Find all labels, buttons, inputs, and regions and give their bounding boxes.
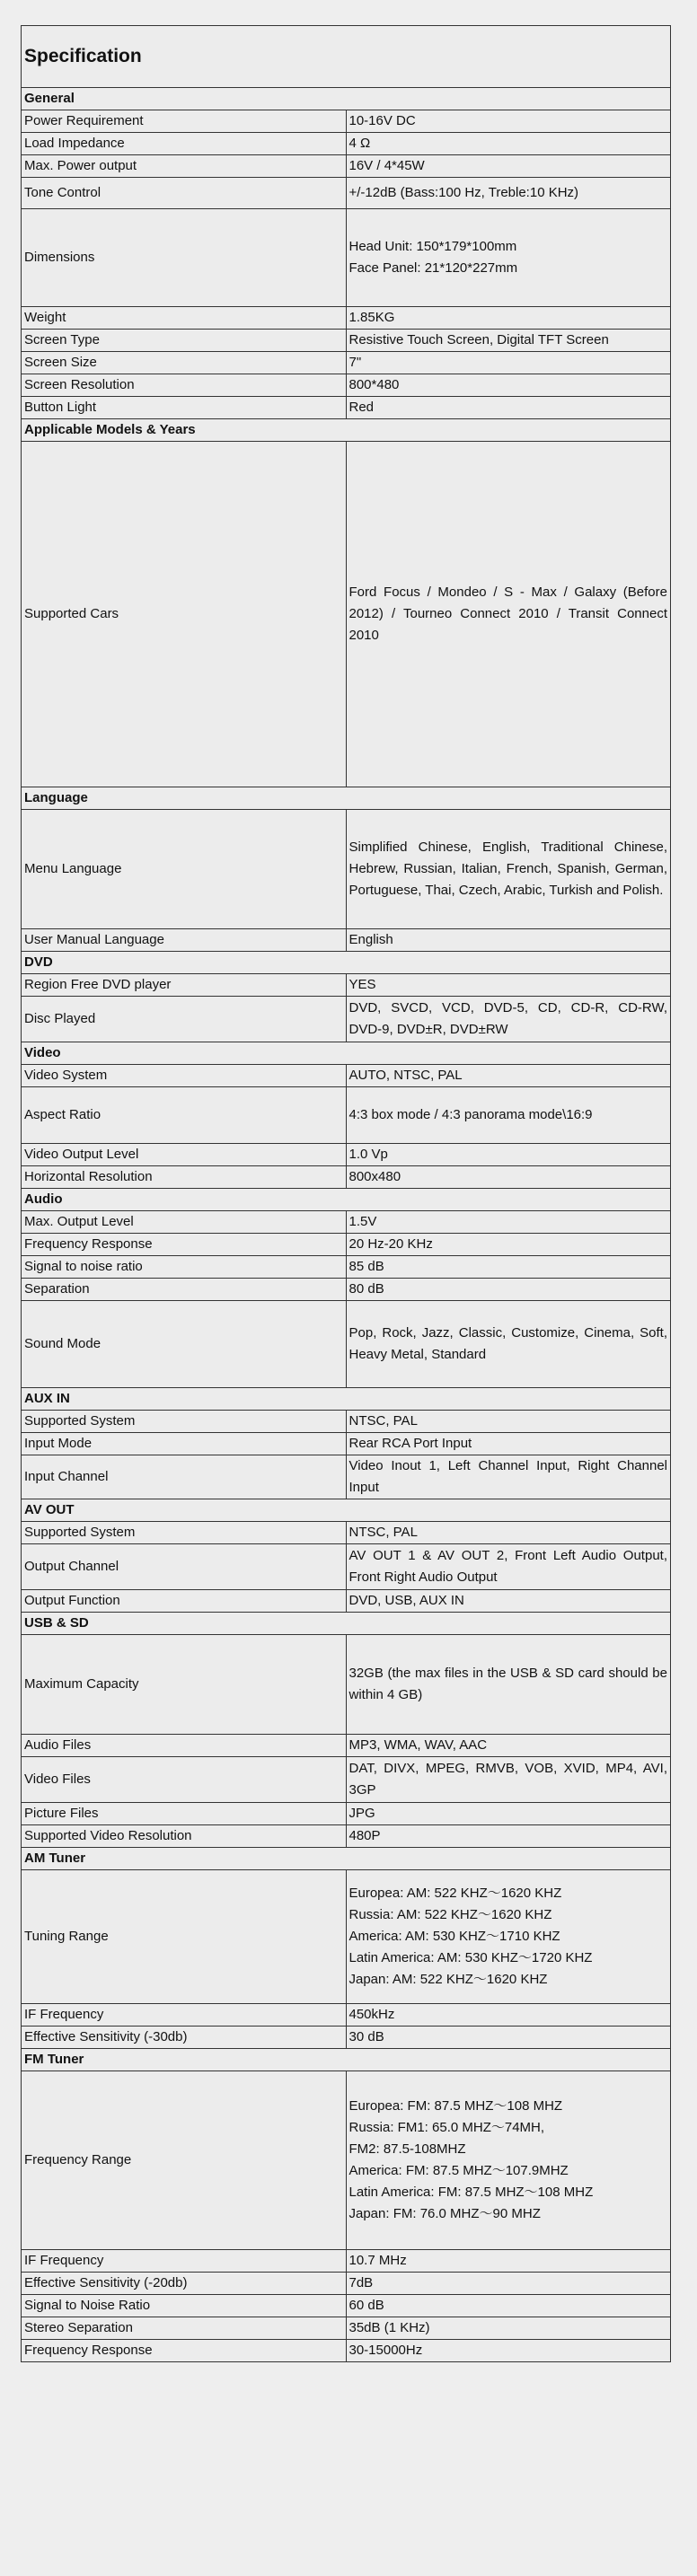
- section-row-dvd: [22, 952, 671, 974]
- spec-label: Max. Power output: [22, 155, 347, 178]
- spec-label: User Manual Language: [22, 929, 347, 952]
- spec-row: [22, 1635, 671, 1735]
- spec-label: Input Channel: [22, 1455, 347, 1499]
- spec-value: [346, 2250, 671, 2273]
- spec-value-line: Europea: FM: 87.5 MHZ〜108 MHZ: [348, 2098, 563, 2114]
- spec-value-line: AV OUT 1 & AV OUT 2, Front Left Audio Output, Front Right Audio Output: [348, 1548, 667, 1585]
- spec-value-line: 60 dB: [348, 2298, 384, 2313]
- section-header: Language: [22, 787, 671, 810]
- spec-value-line: English: [348, 932, 393, 947]
- spec-value-line: Latin America: AM: 530 KHZ〜1720 KHZ: [348, 1950, 593, 1965]
- spec-row: [22, 442, 671, 787]
- spec-label: Frequency Range: [22, 2071, 347, 2250]
- spec-value: [346, 1522, 671, 1544]
- spec-label: Output Channel: [22, 1544, 347, 1590]
- spec-label: Tuning Range: [22, 1870, 347, 2004]
- spec-row: [22, 209, 671, 307]
- spec-value-line: Resistive Touch Screen, Digital TFT Screen: [348, 332, 609, 347]
- spec-row: [22, 1087, 671, 1144]
- spec-label: Screen Type: [22, 330, 347, 352]
- spec-value-line: Latin America: FM: 87.5 MHZ〜108 MHZ: [348, 2185, 594, 2200]
- spec-label: Maximum Capacity: [22, 1635, 347, 1735]
- spec-label: Supported System: [22, 1522, 347, 1544]
- spec-value-line: Rear RCA Port Input: [348, 1436, 472, 1451]
- spec-value-line: Japan: AM: 522 KHZ〜1620 KHZ: [348, 1972, 548, 1987]
- section-header: FM Tuner: [22, 2049, 671, 2071]
- section-header: Video: [22, 1042, 671, 1065]
- spec-value-line: 20 Hz-20 KHz: [348, 1236, 433, 1252]
- spec-row: [22, 929, 671, 952]
- spec-value: [346, 2071, 671, 2250]
- spec-value-line: AUTO, NTSC, PAL: [348, 1068, 463, 1083]
- spec-row: [22, 1825, 671, 1848]
- section-header: AUX IN: [22, 1388, 671, 1411]
- section-header: General: [22, 88, 671, 110]
- spec-value-line: 1.0 Vp: [348, 1147, 388, 1162]
- spec-value-line: NTSC, PAL: [348, 1413, 418, 1429]
- spec-value-line: 10.7 MHz: [348, 2253, 407, 2268]
- spec-label: Effective Sensitivity (-20db): [22, 2273, 347, 2295]
- spec-label: Sound Mode: [22, 1301, 347, 1388]
- spec-label: Load Impedance: [22, 133, 347, 155]
- spec-row: [22, 110, 671, 133]
- spec-row: [22, 1735, 671, 1757]
- spec-value-line: Russia: AM: 522 KHZ〜1620 KHZ: [348, 1907, 552, 1922]
- spec-row: [22, 1590, 671, 1613]
- spec-row: [22, 2340, 671, 2362]
- spec-value: [346, 2273, 671, 2295]
- spec-label: Video Output Level: [22, 1144, 347, 1166]
- spec-label: Effective Sensitivity (-30db): [22, 2027, 347, 2049]
- spec-label: Frequency Response: [22, 1234, 347, 1256]
- spec-value: [346, 374, 671, 397]
- section-row-am-tuner: [22, 1848, 671, 1870]
- spec-row: [22, 397, 671, 419]
- spec-value: [346, 1433, 671, 1455]
- spec-label: Dimensions: [22, 209, 347, 307]
- spec-row: [22, 2317, 671, 2340]
- spec-value-line: 4:3 box mode / 4:3 panorama mode\16:9: [348, 1107, 593, 1122]
- spec-label: Button Light: [22, 397, 347, 419]
- spec-row: [22, 2004, 671, 2027]
- spec-value-line: 7dB: [348, 2275, 374, 2290]
- spec-value-line: 10-16V DC: [348, 113, 416, 128]
- spec-value: [346, 2027, 671, 2049]
- spec-value-line: 4 Ω: [348, 136, 371, 151]
- spec-row: [22, 1279, 671, 1301]
- spec-value-line: +/-12dB (Bass:100 Hz, Treble:10 KHz): [348, 185, 579, 200]
- spec-value: [346, 1411, 671, 1433]
- spec-label: Power Requirement: [22, 110, 347, 133]
- spec-value: [346, 1211, 671, 1234]
- spec-value-line: DVD, SVCD, VCD, DVD-5, CD, CD-R, CD-RW, DVD-9, DVD±R, DVD±RW: [348, 1000, 667, 1037]
- spec-row: [22, 997, 671, 1042]
- spec-value-line: MP3, WMA, WAV, AAC: [348, 1737, 488, 1753]
- spec-value-line: Europea: AM: 522 KHZ〜1620 KHZ: [348, 1886, 562, 1901]
- section-row-fm-tuner: [22, 2049, 671, 2071]
- spec-row: [22, 1433, 671, 1455]
- spec-value-line: 80 dB: [348, 1281, 384, 1297]
- spec-value-line: DAT, DIVX, MPEG, RMVB, VOB, XVID, MP4, AVI, 3GP: [348, 1761, 667, 1798]
- spec-value-line: 480P: [348, 1828, 381, 1843]
- spec-row: [22, 1757, 671, 1803]
- spec-label: Tone Control: [22, 178, 347, 209]
- spec-value: [346, 1544, 671, 1590]
- section-header: Audio: [22, 1189, 671, 1211]
- spec-label: Supported Cars: [22, 442, 347, 787]
- spec-row: [22, 352, 671, 374]
- spec-value-line: 16V / 4*45W: [348, 158, 425, 173]
- spec-label: IF Frequency: [22, 2250, 347, 2273]
- spec-row: [22, 810, 671, 929]
- spec-value-line: 1.85KG: [348, 310, 395, 325]
- spec-value: [346, 2317, 671, 2340]
- spec-label: IF Frequency: [22, 2004, 347, 2027]
- section-header: AM Tuner: [22, 1848, 671, 1870]
- spec-label: Aspect Ratio: [22, 1087, 347, 1144]
- spec-value: [346, 810, 671, 929]
- spec-row: [22, 1870, 671, 2004]
- spec-value: [346, 110, 671, 133]
- spec-value-line: FM2: 87.5-108MHZ: [348, 2141, 466, 2157]
- spec-value-line: 800*480: [348, 377, 400, 392]
- spec-value-line: Head Unit: 150*179*100mm: [348, 239, 517, 254]
- spec-value-line: Ford Focus / Mondeo / S - Max / Galaxy (Before 2012) / Tourneo Connect 2010 / Transit Connect 2010: [348, 585, 667, 643]
- spec-row: [22, 1166, 671, 1189]
- spec-value: [346, 209, 671, 307]
- spec-value-line: Russia: FM1: 65.0 MHZ〜74MH,: [348, 2120, 545, 2135]
- spec-value: [346, 442, 671, 787]
- section-row-general: [22, 88, 671, 110]
- spec-row: [22, 1803, 671, 1825]
- spec-row: [22, 330, 671, 352]
- spec-value: [346, 1825, 671, 1848]
- spec-row: [22, 2071, 671, 2250]
- spec-row: [22, 2295, 671, 2317]
- spec-row: [22, 307, 671, 330]
- spec-row: [22, 974, 671, 997]
- spec-value: [346, 2004, 671, 2027]
- spec-row: [22, 2250, 671, 2273]
- section-row-audio: [22, 1189, 671, 1211]
- spec-value: [346, 1279, 671, 1301]
- spec-row: [22, 1411, 671, 1433]
- section-header: USB & SD: [22, 1613, 671, 1635]
- spec-value: [346, 1455, 671, 1499]
- spec-value: [346, 997, 671, 1042]
- spec-label: Screen Size: [22, 352, 347, 374]
- spec-value-line: Video Inout 1, Left Channel Input, Right Channel Input: [348, 1458, 667, 1495]
- spec-row: [22, 1144, 671, 1166]
- section-row-usb-sd: [22, 1613, 671, 1635]
- section-row-language: [22, 787, 671, 810]
- spec-value: [346, 1870, 671, 2004]
- spec-row: [22, 178, 671, 209]
- spec-value: [346, 330, 671, 352]
- spec-value-line: JPG: [348, 1806, 375, 1821]
- spec-label: Output Function: [22, 1590, 347, 1613]
- spec-value: [346, 1087, 671, 1144]
- spec-row: [22, 1455, 671, 1499]
- spec-value-line: 800x480: [348, 1169, 401, 1184]
- spec-value: [346, 178, 671, 209]
- spec-label: Horizontal Resolution: [22, 1166, 347, 1189]
- spec-value-line: NTSC, PAL: [348, 1525, 418, 1540]
- section-header: DVD: [22, 952, 671, 974]
- spec-value: [346, 155, 671, 178]
- spec-value-line: Pop, Rock, Jazz, Classic, Customize, Cinema, Soft, Heavy Metal, Standard: [348, 1325, 667, 1362]
- spec-value: [346, 1803, 671, 1825]
- spec-value: [346, 1590, 671, 1613]
- spec-value-line: 7": [348, 355, 362, 370]
- spec-row: [22, 1065, 671, 1087]
- spec-row: [22, 1544, 671, 1590]
- spec-value: [346, 307, 671, 330]
- spec-label: Weight: [22, 307, 347, 330]
- section-header: Applicable Models & Years: [22, 419, 671, 442]
- spec-value: [346, 1301, 671, 1388]
- spec-label: Supported System: [22, 1411, 347, 1433]
- spec-value: [346, 1256, 671, 1279]
- spec-label: Disc Played: [22, 997, 347, 1042]
- spec-row: [22, 2027, 671, 2049]
- spec-value: [346, 929, 671, 952]
- spec-label: Separation: [22, 1279, 347, 1301]
- spec-value-line: 30 dB: [348, 2029, 384, 2044]
- specification-table-body: [22, 26, 671, 2362]
- spec-row: [22, 1522, 671, 1544]
- spec-label: Max. Output Level: [22, 1211, 347, 1234]
- spec-value: [346, 1166, 671, 1189]
- spec-label: Video System: [22, 1065, 347, 1087]
- spec-label: Supported Video Resolution: [22, 1825, 347, 1848]
- spec-value-line: 450kHz: [348, 2007, 395, 2022]
- spec-label: Video Files: [22, 1757, 347, 1803]
- specification-table: [21, 25, 671, 2362]
- spec-value-line: YES: [348, 977, 376, 992]
- spec-value-line: Japan: FM: 76.0 MHZ〜90 MHZ: [348, 2206, 541, 2221]
- spec-value-line: Red: [348, 400, 375, 415]
- spec-value: [346, 1757, 671, 1803]
- spec-row: [22, 1234, 671, 1256]
- spec-row: [22, 1211, 671, 1234]
- spec-label: Screen Resolution: [22, 374, 347, 397]
- section-row-video: [22, 1042, 671, 1065]
- section-row-aux-in: [22, 1388, 671, 1411]
- spec-value: [346, 1234, 671, 1256]
- section-row-applicable-models-years: [22, 419, 671, 442]
- spec-label: Picture Files: [22, 1803, 347, 1825]
- spec-row: [22, 1301, 671, 1388]
- spec-value-line: 1.5V: [348, 1214, 377, 1229]
- spec-value-line: America: FM: 87.5 MHZ〜107.9MHZ: [348, 2163, 569, 2178]
- spec-value: [346, 2295, 671, 2317]
- spec-value: [346, 1065, 671, 1087]
- title-row: [22, 26, 671, 88]
- spec-value: [346, 352, 671, 374]
- spec-row: [22, 133, 671, 155]
- spec-value-line: Face Panel: 21*120*227mm: [348, 260, 518, 276]
- section-header: AV OUT: [22, 1499, 671, 1522]
- spec-label: Frequency Response: [22, 2340, 347, 2362]
- spec-value-line: 85 dB: [348, 1259, 384, 1274]
- section-row-av-out: [22, 1499, 671, 1522]
- spec-value-line: 35dB (1 KHz): [348, 2320, 430, 2335]
- spec-label: Signal to Noise Ratio: [22, 2295, 347, 2317]
- spec-value: [346, 397, 671, 419]
- page-title: Specification: [22, 26, 671, 88]
- spec-label: Region Free DVD player: [22, 974, 347, 997]
- spec-label: Signal to noise ratio: [22, 1256, 347, 1279]
- spec-row: [22, 374, 671, 397]
- spec-value: [346, 2340, 671, 2362]
- spec-value: [346, 1144, 671, 1166]
- spec-row: [22, 155, 671, 178]
- spec-value-line: 32GB (the max files in the USB & SD card should be within 4 GB): [348, 1666, 667, 1702]
- spec-label: Menu Language: [22, 810, 347, 929]
- spec-value-line: 30-15000Hz: [348, 2343, 423, 2358]
- spec-value: [346, 974, 671, 997]
- spec-value: [346, 1735, 671, 1757]
- spec-value: [346, 1635, 671, 1735]
- spec-value-line: DVD, USB, AUX IN: [348, 1593, 464, 1608]
- spec-label: Stereo Separation: [22, 2317, 347, 2340]
- spec-value: [346, 133, 671, 155]
- spec-label: Input Mode: [22, 1433, 347, 1455]
- spec-value-line: Simplified Chinese, English, Traditional Chinese, Hebrew, Russian, Italian, French, Spanish, German, Portuguese, Thai, Czech, Arabic, Turkish and Polish.: [348, 840, 667, 898]
- spec-row: [22, 2273, 671, 2295]
- spec-value-line: America: AM: 530 KHZ〜1710 KHZ: [348, 1929, 560, 1944]
- spec-row: [22, 1256, 671, 1279]
- spec-label: Audio Files: [22, 1735, 347, 1757]
